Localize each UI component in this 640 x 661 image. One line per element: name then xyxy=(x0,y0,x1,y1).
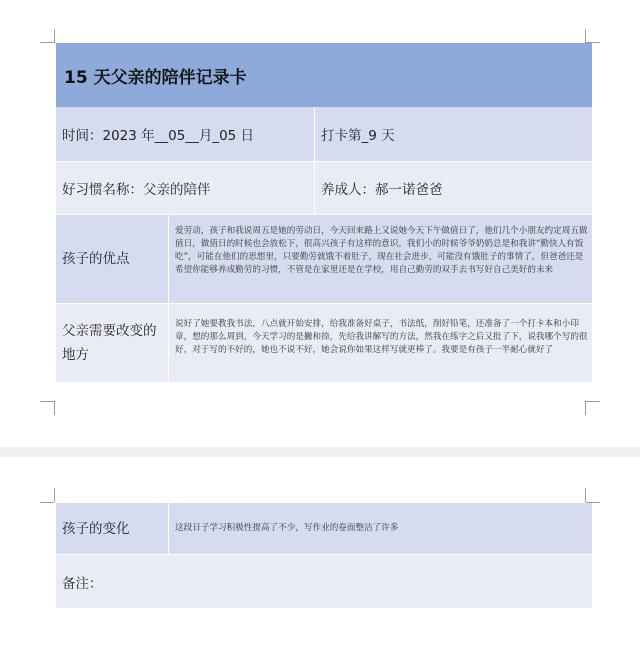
table-row-child-change xyxy=(56,503,592,555)
table-row-strengths xyxy=(56,215,592,304)
crop-mark xyxy=(585,488,586,502)
table-row-notes xyxy=(56,555,592,608)
document-page-2 xyxy=(0,457,640,661)
habit-name-cell: 好习惯名称：父亲的陪伴 xyxy=(56,162,314,214)
crop-mark xyxy=(54,29,55,43)
checkin-cell: 打卡第_9 天 xyxy=(314,107,592,161)
strengths-text: 爱劳动，孩子和我说周五是她的劳动日，今天回来路上又说她今天下午做值日了，他们几个小朋友约定周五做值日，做值日的时候也会放松下，很高兴孩子有这样的意识，我们小的时候爷爷奶奶总是和我讲“勤快人有饭吃”，可能在他们的思想里，只要勤劳就饿不着肚子，现在社会进步，可能没有饿肚子的事情了，但爸爸还是希望你能够养成勤劳的习惯，不管是在家里还是在学校，用自己勤劳的双手去书写好自己美好的未来 xyxy=(168,215,592,303)
crop-mark xyxy=(586,401,600,402)
notes-label: 备注： xyxy=(56,555,592,608)
crop-mark xyxy=(40,502,54,503)
strengths-label: 孩子的优点 xyxy=(56,215,168,303)
date-cell: 时间：2023 年__05__月_05 日 xyxy=(56,107,314,161)
crop-mark xyxy=(585,401,586,415)
crop-mark xyxy=(54,488,55,502)
crop-mark xyxy=(54,401,55,415)
child-change-text: 这段日子学习积极性提高了不少，写作业的卷面整洁了许多 xyxy=(168,503,592,554)
table-row-date xyxy=(56,107,592,162)
father-change-label: 父亲需要改变的地方 xyxy=(56,304,168,382)
crop-mark xyxy=(40,401,54,402)
child-change-label: 孩子的变化 xyxy=(56,503,168,554)
crop-mark xyxy=(585,29,586,43)
cultivator-cell: 养成人：郝一诺爸爸 xyxy=(314,162,592,214)
table-row-father-change xyxy=(56,304,592,382)
table-row-habit xyxy=(56,162,592,215)
father-change-text: 说好了她要教我书法，八点就开始安排，给我准备好桌子，书法纸，削好铅笔，还准备了一个打卡本和小印章，想的那么周到，今天学习的是撇和捺，先给我讲解写的方法，然我在练字之后又批了下，说我哪个写的很好，对于写的不好的，她也不说不好，她会说你如果这样写就更棒了。我要是有孩子一半耐心就好了 xyxy=(168,304,592,382)
record-card-table-continued xyxy=(56,503,592,608)
card-title: 15 天父亲的陪伴记录卡 xyxy=(56,43,592,107)
crop-mark xyxy=(40,42,54,43)
record-card-table xyxy=(56,43,592,382)
